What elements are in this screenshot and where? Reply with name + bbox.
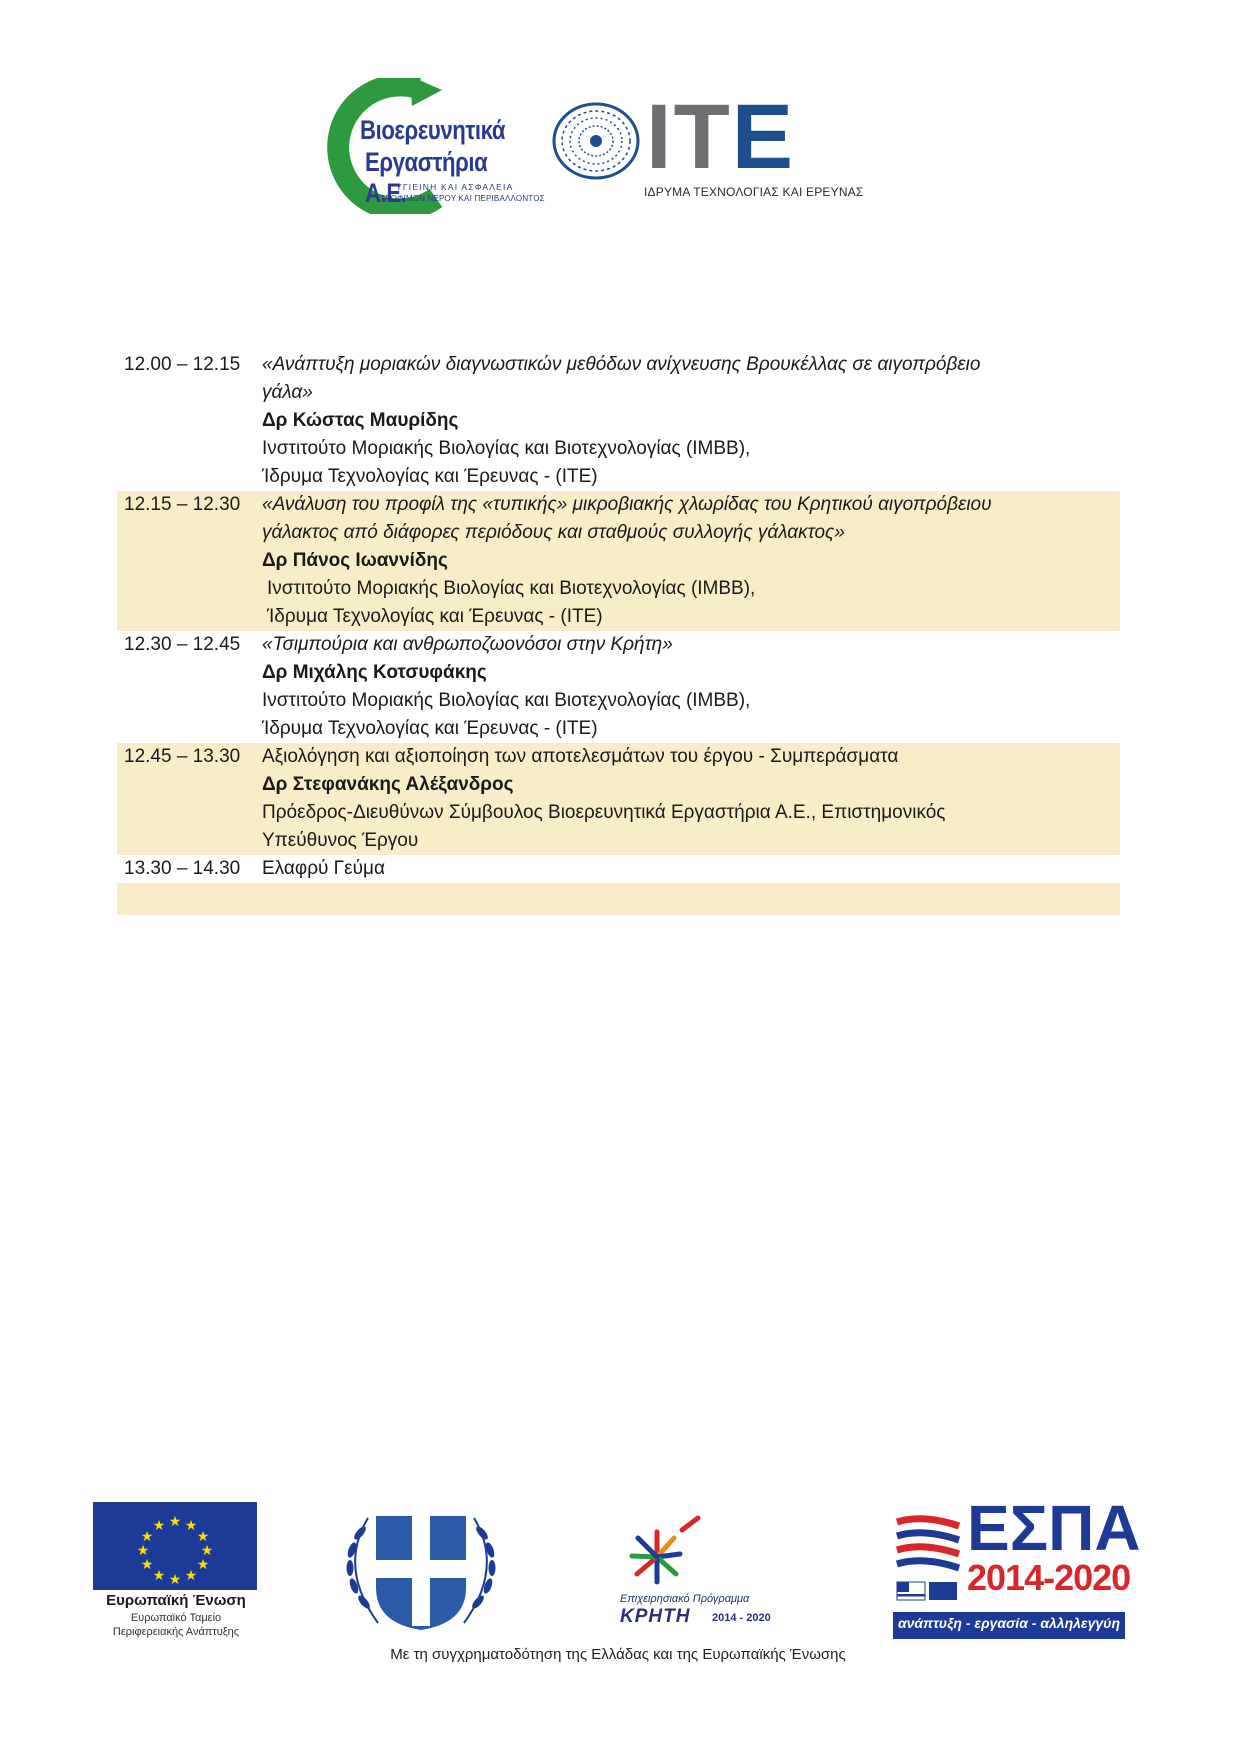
bio-logo-sub2: ΤΡΟΦΙΜΩΝ ΝΕΡΟΥ ΚΑΙ ΠΕΡΙΒΑΛΛΟΝΤΟΣ — [380, 194, 545, 203]
ite-letters: ITE — [646, 86, 796, 188]
session-speaker: Δρ Πάνος Ιωαννίδης — [262, 550, 448, 571]
session-title: «Ανάπτυξη μοριακών διαγνωστικών μεθόδων ανίχνευσης Βρουκέλλας σε αιγοπρόβειο γάλα» — [262, 354, 981, 403]
svg-text:★: ★ — [140, 1529, 154, 1545]
eu-name: Ευρωπαϊκή Ένωση — [106, 1592, 246, 1609]
crete-op-years: 2014 - 2020 — [712, 1612, 771, 1624]
session-title: «Ανάλυση του προφίλ της «τυπικής» μικροβιακής χλωρίδας του Κρητικού αιγοπρόβειου γάλακτος από διάφορες περιόδους και σταθμούς συλλογής γάλακτος» — [262, 494, 992, 543]
session-time: 12.15 – 12.30 — [124, 494, 241, 515]
session-time: 12.00 – 12.15 — [124, 354, 241, 375]
svg-text:★: ★ — [136, 1543, 150, 1559]
session-content — [262, 491, 1120, 631]
espa-word: ΕΣΠΑ — [967, 1492, 1141, 1564]
svg-text:★: ★ — [200, 1543, 214, 1559]
session-time: 12.30 – 12.45 — [124, 634, 241, 655]
session-affiliation: Ίδρυμα Τεχνολογίας και Έρευνας - (ΙΤΕ) — [262, 718, 598, 739]
bio-logo-line2: Εργαστήρια Α.Ε. — [365, 147, 488, 208]
greek-coat-of-arms-icon — [338, 1498, 504, 1638]
svg-text:★: ★ — [152, 1518, 166, 1534]
svg-text:★: ★ — [196, 1557, 210, 1573]
espa-waves-icon — [893, 1508, 967, 1608]
phaistos-disc-icon — [552, 101, 640, 181]
svg-text:★: ★ — [184, 1568, 198, 1584]
crete-op-logo — [614, 1508, 814, 1628]
svg-text:★: ★ — [168, 1514, 182, 1530]
bio-logo-line1: Βιοερευνητικά — [360, 115, 506, 145]
espa-tagline: ανάπτυξη - εργασία - αλληλεγγύη — [897, 1615, 1121, 1631]
eu-logo — [93, 1502, 259, 1642]
svg-text:★: ★ — [168, 1572, 182, 1588]
session-speaker: Δρ Μιχάλης Κοτσυφάκης — [262, 662, 487, 683]
session-affiliation: Ινστιτούτο Μοριακής Βιολογίας και Βιοτεχνολογίας (ΙΜΒΒ), — [267, 578, 756, 599]
session-affiliation: Πρόεδρος-Διευθύνων Σύμβουλος Βιοερευνητικά Εργαστήρια Α.Ε., Επιστημονικός — [262, 802, 946, 823]
session-title: Αξιολόγηση και αξιοποίηση των αποτελεσμάτων του έργου - Συμπεράσματα — [262, 746, 899, 767]
session-affiliation: Ίδρυμα Τεχνολογίας και Έρευνας - (ΙΤΕ) — [267, 606, 603, 627]
ite-logo — [552, 86, 902, 205]
eu-fund-line2: Περιφερειακής Ανάπτυξης — [112, 1626, 240, 1638]
crete-op-line1: Επιχειρησιακό Πρόγραμμα — [620, 1593, 750, 1605]
cofunding-note: Με τη συγχρηματοδότηση της Ελλάδας και της Ευρωπαϊκής Ένωσης — [390, 1646, 846, 1663]
session-affiliation: Ινστιτούτο Μοριακής Βιολογίας και Βιοτεχνολογίας (ΙΜΒΒ), — [262, 438, 751, 459]
bio-logo-sub1: ΥΓΙΕΙΝΗ ΚΑΙ ΑΣΦΑΛΕΙΑ — [396, 182, 514, 192]
session-content — [262, 351, 1120, 491]
session-affiliation: Υπεύθυνος Έργου — [262, 830, 419, 851]
crete-burst-icon — [622, 1512, 712, 1592]
crete-op-line2: ΚΡΗΤΗ — [620, 1606, 691, 1627]
session-time: 13.30 – 14.30 — [124, 858, 241, 879]
svg-text:★: ★ — [196, 1529, 210, 1545]
session-time: 12.45 – 13.30 — [124, 746, 241, 767]
session-content — [262, 743, 1120, 855]
svg-text:★: ★ — [184, 1518, 198, 1534]
svg-text:★: ★ — [152, 1568, 166, 1584]
bio-labs-logo — [318, 78, 545, 214]
program-row — [117, 631, 1120, 743]
session-affiliation: Ινστιτούτο Μοριακής Βιολογίας και Βιοτεχνολογίας (ΙΜΒΒ), — [262, 690, 751, 711]
program-row — [117, 491, 1120, 631]
program-row — [117, 855, 1120, 883]
program-table — [117, 351, 1120, 915]
session-content — [262, 631, 1120, 743]
eu-flag-icon — [93, 1502, 257, 1590]
ite-caption: ΙΔΡΥΜΑ ΤΕΧΝΟΛΟΓΙΑΣ ΚΑΙ ΕΡΕΥΝΑΣ — [644, 185, 864, 199]
eu-stars-icon — [93, 1502, 257, 1590]
svg-text:★: ★ — [140, 1557, 154, 1573]
session-title: Ελαφρύ Γεύμα — [262, 858, 385, 879]
session-content — [262, 855, 1120, 883]
espa-logo — [893, 1492, 1141, 1640]
program-row — [117, 351, 1120, 491]
session-title: «Τσιμπούρια και ανθρωποζωονόσοι στην Κρήτη» — [262, 634, 673, 655]
espa-years: 2014-2020 — [967, 1557, 1131, 1598]
program-row — [117, 743, 1120, 855]
session-speaker: Δρ Κώστας Μαυρίδης — [262, 410, 459, 431]
eu-fund-line1: Ευρωπαϊκό Ταμείο — [130, 1612, 222, 1624]
session-speaker: Δρ Στεφανάκης Αλέξανδρος — [262, 774, 514, 795]
empty-row — [117, 883, 1120, 915]
session-affiliation: Ίδρυμα Τεχνολογίας και Έρευνας - (ΙΤΕ) — [262, 466, 598, 487]
